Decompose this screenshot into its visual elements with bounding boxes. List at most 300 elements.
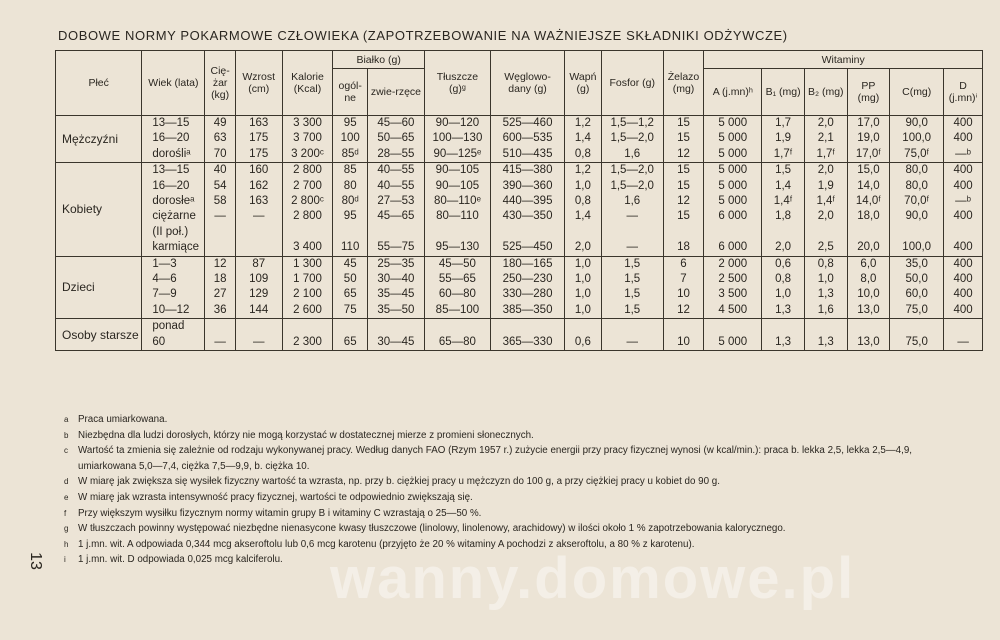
cell-value: 1,5	[624, 288, 641, 301]
cell-value: dorosłeᵃ	[152, 195, 195, 208]
row-sex-cell: Kobiety	[56, 163, 142, 256]
cell-vit-a	[704, 116, 762, 163]
cell-value: 75,0ᶠ	[904, 147, 930, 160]
cell-value	[207, 225, 232, 240]
cell-value	[493, 319, 562, 334]
cell-value: 18	[213, 273, 227, 286]
cell-value: 400	[953, 303, 973, 316]
cell-value: 10,0	[857, 288, 880, 301]
header-weight: Cię-żar (kg)	[205, 51, 235, 116]
cell-value: 90—105	[435, 164, 480, 177]
cell-value: 0,8	[574, 195, 591, 208]
cell-value	[567, 319, 599, 334]
cell-value: 13,0	[857, 335, 880, 348]
cell-value: 0,8	[775, 273, 792, 286]
cell-height	[235, 116, 282, 163]
cell-value: 13—15	[152, 164, 190, 177]
cell-value	[285, 225, 331, 240]
cell-value	[370, 225, 422, 240]
footnote-mark: c	[64, 446, 68, 456]
footnote-mark: b	[64, 430, 69, 440]
cell-value: 55—65	[438, 273, 476, 286]
cell-vit-a	[704, 163, 762, 256]
cell-value: 390—360	[502, 179, 553, 192]
cell-value: 525—450	[502, 241, 553, 254]
cell-value: 18,0	[857, 210, 880, 223]
cell-value	[604, 319, 661, 334]
cell-value: 2 800	[293, 210, 322, 223]
footnote	[64, 506, 964, 522]
cell-value: 0,6	[775, 257, 792, 270]
cell-value: 1,5	[624, 303, 641, 316]
cell-weight	[205, 319, 235, 351]
cell-value: 1,0	[574, 273, 591, 286]
header-age: Wiek (lata)	[142, 51, 205, 116]
cell-vit-a	[704, 256, 762, 319]
cell-value: 16—20	[152, 132, 190, 145]
cell-value	[604, 225, 661, 240]
row-sex-cell: Osoby starsze	[56, 319, 142, 351]
cell-value: 1,0	[817, 273, 834, 286]
cell-value: 1,0	[574, 179, 591, 192]
cell-value: 3 200ᶜ	[291, 147, 324, 160]
cell-value: 55—75	[377, 241, 415, 254]
cell-value	[238, 319, 280, 334]
footnote-text: W tłuszczach powinny występować niezbędne nienasycone kwasy tłuszczowe (linolowy, linolenowy, arachidowy) w ilości około 1 % zapotrzebowania kalorycznego.	[78, 523, 786, 535]
cell-value	[850, 225, 888, 240]
cell-value	[427, 319, 488, 334]
cell-calcium	[565, 163, 602, 256]
cell-value: 1—3	[152, 257, 177, 270]
cell-value: 1,5—2,0	[610, 132, 654, 145]
cell-value	[493, 225, 562, 240]
cell-value: 1,6	[624, 195, 641, 208]
cell-value: 35,0	[905, 257, 928, 270]
cell-value: 440—395	[502, 195, 553, 208]
cell-value: 2,0	[817, 210, 834, 223]
cell-value: 4 500	[718, 303, 748, 316]
cell-value	[807, 225, 845, 240]
header-sex: Płeć	[56, 51, 142, 116]
cell-value: 3 700	[293, 132, 322, 145]
cell-value: 13,0	[857, 303, 880, 316]
nutrition-norms-table	[55, 50, 983, 351]
footnote-mark: g	[64, 524, 69, 534]
header-calcium: Wapń (g)	[565, 51, 602, 116]
cell-value: 10	[677, 288, 690, 301]
cell-value	[207, 240, 232, 255]
cell-iron	[663, 256, 704, 319]
cell-value: 65—80	[438, 335, 476, 348]
cell-value: 5 000	[718, 147, 748, 160]
cell-value: 6 000	[718, 241, 748, 254]
footnote-text: 1 j.mn. wit. D odpowiada 0,025 mcg kalciferolu.	[78, 554, 283, 566]
cell-value: 510—435	[502, 147, 553, 160]
cell-vit-b2	[804, 163, 847, 256]
cell-value: 1,5—2,0	[610, 179, 654, 192]
cell-value: 10	[677, 335, 690, 348]
cell-value	[567, 225, 599, 240]
cell-value: 3 400	[293, 241, 322, 254]
cell-value: —	[252, 335, 265, 348]
cell-value: 1,5	[624, 273, 641, 286]
cell-protein-animal	[367, 163, 424, 256]
cell-value: 6,0	[860, 257, 877, 270]
cell-value: 85—100	[435, 303, 480, 316]
cell-value: 15,0	[857, 164, 880, 177]
cell-value: 6	[680, 257, 687, 270]
cell-value: —	[626, 210, 638, 223]
cell-value: 400	[953, 179, 973, 192]
footnote-mark: h	[64, 539, 69, 549]
cell-carbs	[490, 319, 564, 351]
cell-value: 3 500	[718, 288, 748, 301]
cell-value: 45—50	[438, 257, 476, 270]
cell-value: 17,0ᶠ	[855, 147, 881, 160]
cell-phosphorus	[601, 116, 663, 163]
cell-value	[807, 319, 845, 334]
cell-value: —	[957, 335, 969, 348]
cell-value: 90,0	[905, 117, 928, 129]
cell-value	[706, 319, 759, 334]
footnote-text: Niezbędna dla ludzi dorosłych, którzy nie mogą korzystać w dostatecznej mierze z promieni słonecznych.	[78, 429, 534, 441]
header-vit-b1: B₁ (mg)	[762, 69, 805, 116]
cell-value: 250—230	[502, 273, 553, 286]
cell-value: 110	[341, 241, 360, 254]
footnote	[64, 443, 964, 474]
footnote-mark: e	[64, 492, 69, 502]
cell-value: 400	[953, 210, 973, 223]
cell-value: 1,5—2,0	[610, 164, 654, 177]
cell-vit-b2	[804, 256, 847, 319]
cell-value: 1,0	[574, 257, 591, 270]
cell-protein-animal	[367, 319, 424, 351]
cell-value: 28—55	[377, 147, 415, 160]
cell-value	[892, 319, 941, 334]
cell-value: 63	[213, 132, 227, 145]
cell-value: 50	[343, 273, 357, 286]
cell-vit-c	[890, 256, 944, 319]
cell-value: 95	[343, 117, 357, 129]
cell-value	[850, 319, 888, 334]
cell-calcium	[565, 116, 602, 163]
row-sex-cell: Dzieci	[56, 256, 142, 319]
cell-value	[285, 319, 331, 334]
cell-value: 75	[343, 303, 357, 316]
cell-calories	[282, 163, 333, 256]
cell-value: 1,5	[624, 257, 641, 270]
cell-age	[142, 116, 205, 163]
cell-fat	[424, 116, 490, 163]
cell-value: 17,0	[857, 117, 880, 129]
cell-value: 18	[677, 241, 690, 254]
cell-value: 1,4	[574, 210, 591, 223]
cell-value: 1,5—1,2	[610, 117, 654, 129]
cell-carbs	[490, 256, 564, 319]
cell-value: 400	[953, 273, 973, 286]
cell-vit-c	[890, 163, 944, 256]
cell-phosphorus	[601, 319, 663, 351]
cell-protein-animal	[367, 256, 424, 319]
cell-value: 175	[249, 132, 269, 145]
cell-value: 65	[343, 335, 357, 348]
cell-value: 12	[677, 195, 690, 208]
header-vit-a: A (j.mn)ʰ	[704, 69, 762, 116]
cell-value	[764, 319, 802, 334]
header-calories: Kalorie (Kcal)	[282, 51, 333, 116]
cell-value: 400	[953, 132, 973, 145]
cell-value: 5 000	[718, 117, 748, 129]
header-protein-group: Białko (g)	[333, 51, 424, 69]
cell-value	[427, 225, 488, 240]
cell-value	[335, 319, 365, 334]
cell-value: 80—110	[436, 210, 479, 223]
cell-value: 15	[677, 210, 690, 223]
table-body	[56, 116, 983, 351]
cell-value: (II poł.)	[152, 225, 189, 238]
cell-value	[370, 319, 422, 334]
cell-value: 14,0	[857, 179, 880, 192]
cell-value: 50—65	[377, 132, 415, 145]
footnote-text: Wartość ta zmienia się zależnie od rodzaju wykonywanej pracy. Według danych FAO (Rzym 1957 r.) zużycie energii przy pracy fizycznej wynosi (w kcal/min.): praca b. lekka 2,5, lekka 2,5—4,9, umiarkowana 5,0—7,4, ciężka 7,5—9,9, b. ciężka 10.	[78, 445, 912, 472]
cell-value: 1,7	[775, 117, 792, 129]
cell-value	[207, 319, 232, 334]
cell-value: 40—55	[377, 179, 415, 192]
cell-value: 5 000	[718, 179, 748, 192]
cell-fat	[424, 319, 490, 351]
cell-value: 1,0	[574, 288, 591, 301]
cell-value: 100	[340, 132, 360, 145]
cell-value	[666, 319, 702, 334]
cell-value: ciężarne	[152, 210, 196, 223]
cell-value: 40—55	[377, 164, 415, 177]
cell-iron	[663, 163, 704, 256]
cell-value: 1,5	[775, 164, 792, 177]
cell-value: 0,8	[817, 257, 834, 270]
cell-value: 1,9	[775, 132, 792, 145]
cell-vit-pp	[847, 319, 890, 351]
cell-value: 2 500	[718, 273, 748, 286]
cell-value: 35—50	[377, 303, 415, 316]
cell-value: 95—130	[435, 241, 480, 254]
cell-value: 162	[249, 179, 269, 192]
cell-calories	[282, 256, 333, 319]
cell-value: 2 300	[293, 335, 322, 348]
row-sex-cell: Mężczyźni	[56, 116, 142, 163]
cell-calories	[282, 116, 333, 163]
cell-fat	[424, 163, 490, 256]
cell-value: 100,0	[902, 132, 932, 145]
cell-value: 129	[249, 288, 269, 301]
cell-vit-a	[704, 319, 762, 351]
footnote	[64, 412, 964, 428]
cell-value: 15	[677, 164, 690, 177]
cell-height	[235, 319, 282, 351]
footnote-mark: f	[64, 508, 67, 518]
cell-calories	[282, 319, 333, 351]
cell-vit-b1	[762, 116, 805, 163]
cell-value: 1,8	[775, 210, 792, 223]
cell-value: dorośliᵃ	[152, 147, 191, 160]
cell-value: 7—9	[152, 288, 177, 301]
cell-value: 5 000	[718, 335, 748, 348]
cell-vit-c	[890, 116, 944, 163]
table-row	[56, 256, 983, 319]
cell-value: 163	[249, 117, 269, 129]
footnote-mark: a	[64, 415, 69, 424]
cell-iron	[663, 116, 704, 163]
cell-calcium	[565, 256, 602, 319]
cell-value: —	[626, 241, 638, 254]
cell-value: 90—125ᵉ	[433, 147, 482, 160]
cell-value: 75,0	[905, 335, 928, 348]
cell-value: 400	[953, 288, 973, 301]
cell-vit-c	[890, 319, 944, 351]
cell-value: 415—380	[502, 164, 553, 177]
cell-value: 1 700	[293, 273, 322, 286]
cell-value: 25—35	[377, 257, 415, 270]
header-carbs: Węglowo-dany (g)	[490, 51, 564, 116]
cell-fat	[424, 256, 490, 319]
cell-phosphorus	[601, 256, 663, 319]
cell-value: 15	[677, 132, 690, 145]
cell-value: 10—12	[152, 303, 190, 316]
cell-value: 144	[249, 303, 269, 316]
cell-value: 45	[343, 257, 357, 270]
cell-value: 75,0	[905, 303, 928, 316]
cell-value: 87	[252, 257, 266, 270]
cell-value	[764, 225, 802, 240]
cell-value: 54	[213, 179, 227, 192]
table-row	[56, 163, 983, 256]
cell-value: —	[626, 335, 638, 348]
cell-value: 50,0	[905, 273, 928, 286]
cell-vit-b2	[804, 319, 847, 351]
header-vit-b2: B₂ (mg)	[804, 69, 847, 116]
cell-value	[238, 225, 280, 240]
header-vit-pp: PP (mg)	[847, 69, 890, 116]
cell-value: 160	[249, 164, 269, 177]
cell-value: 40	[213, 164, 227, 177]
cell-value: 4—6	[152, 273, 177, 286]
cell-value: 400	[953, 117, 973, 129]
header-vitamins-group: Witaminy	[704, 51, 983, 69]
cell-value: 2 700	[293, 179, 322, 192]
cell-value: 35—45	[377, 288, 415, 301]
table-row	[56, 116, 983, 163]
cell-value: 1,3	[775, 303, 792, 316]
cell-calcium	[565, 319, 602, 351]
cell-value: 7	[680, 273, 687, 286]
cell-value: 365—330	[502, 335, 553, 348]
cell-value: 1,9	[817, 179, 834, 192]
cell-value: 1,6	[624, 147, 641, 160]
cell-value: 1,3	[817, 335, 834, 348]
cell-value: 1,4ᶠ	[773, 195, 793, 208]
cell-vit-d	[944, 319, 983, 351]
cell-value	[335, 225, 365, 240]
cell-protein-animal	[367, 116, 424, 163]
footnote	[64, 474, 964, 490]
cell-value: 2 800ᶜ	[291, 195, 324, 208]
cell-value	[666, 225, 702, 240]
cell-value: 80,0	[905, 179, 928, 192]
cell-value: 90—105	[435, 179, 480, 192]
cell-value: —ᵇ	[955, 195, 971, 208]
cell-value: 70,0ᶠ	[904, 195, 930, 208]
footnote-mark: i	[64, 555, 66, 565]
cell-value: 2,1	[817, 132, 834, 145]
cell-value: karmiące	[152, 241, 200, 254]
cell-value: 2,0	[775, 241, 792, 254]
cell-value: 85ᵈ	[341, 147, 359, 160]
cell-value: 0,6	[574, 335, 591, 348]
cell-value: 13—15	[152, 117, 190, 129]
cell-vit-b1	[762, 256, 805, 319]
cell-value: 36	[213, 303, 227, 316]
cell-value: 180—165	[502, 257, 553, 270]
cell-value: 5 000	[718, 132, 748, 145]
cell-value: 6 000	[718, 210, 748, 223]
cell-age	[142, 256, 205, 319]
cell-value: 3 300	[293, 117, 322, 129]
cell-value	[946, 225, 980, 240]
cell-value: 109	[249, 273, 269, 286]
cell-value: 49	[213, 117, 227, 129]
cell-age	[142, 319, 205, 351]
cell-phosphorus	[601, 163, 663, 256]
cell-height	[235, 256, 282, 319]
cell-value: 65	[343, 288, 357, 301]
cell-value: 400	[953, 241, 973, 254]
cell-value: 163	[249, 195, 269, 208]
cell-protein-total	[333, 256, 368, 319]
footnote-text: W miarę jak wzrasta intensywność pracy fizycznej, wartości te odpowiednio zwiększają się.	[78, 491, 473, 503]
cell-value: 80—110ᵉ	[433, 195, 481, 208]
cell-protein-total	[333, 116, 368, 163]
cell-vit-d	[944, 256, 983, 319]
cell-value: 1,7ᶠ	[816, 147, 836, 160]
header-phosphorus: Fosfor (g)	[601, 51, 663, 116]
cell-vit-pp	[847, 256, 890, 319]
header-vit-d: D (j.mn)ⁱ	[944, 69, 983, 116]
cell-value: 90,0	[905, 210, 928, 223]
cell-value: 20,0	[857, 241, 880, 254]
footnote	[64, 428, 964, 444]
cell-value: 12	[677, 147, 690, 160]
cell-value	[706, 225, 759, 240]
cell-value: 1,3	[817, 288, 834, 301]
cell-value: 2 800	[293, 164, 322, 177]
cell-value: —	[214, 210, 226, 223]
cell-value: 2 000	[718, 257, 748, 270]
footnote	[64, 521, 964, 537]
cell-value: 70	[213, 147, 227, 160]
header-iron: Żelazo (mg)	[663, 51, 704, 116]
footnote-text: 1 j.mn. wit. A odpowiada 0,344 mcg akseroftolu lub 0,6 mcg karotenu (przyjęto że 20 % witaminy A pochodzi z akseroftolu, a 80 % z karotenu).	[78, 538, 695, 550]
header-height: Wzrost (cm)	[235, 51, 282, 116]
page-title: DOBOWE NORMY POKARMOWE CZŁOWIEKA (ZAPOTRZEBOWANIE NA WAŻNIEJSZE SKŁADNIKI ODŻYWCZE)	[58, 28, 788, 43]
cell-value: 80,0	[905, 164, 928, 177]
cell-vit-pp	[847, 163, 890, 256]
cell-value: 60,0	[905, 288, 928, 301]
cell-value: 45—60	[377, 117, 415, 129]
cell-value: 1 300	[293, 257, 322, 270]
cell-value: 58	[213, 195, 227, 208]
cell-value: —ᵇ	[955, 147, 971, 160]
cell-vit-b2	[804, 116, 847, 163]
cell-value: 12	[677, 303, 690, 316]
